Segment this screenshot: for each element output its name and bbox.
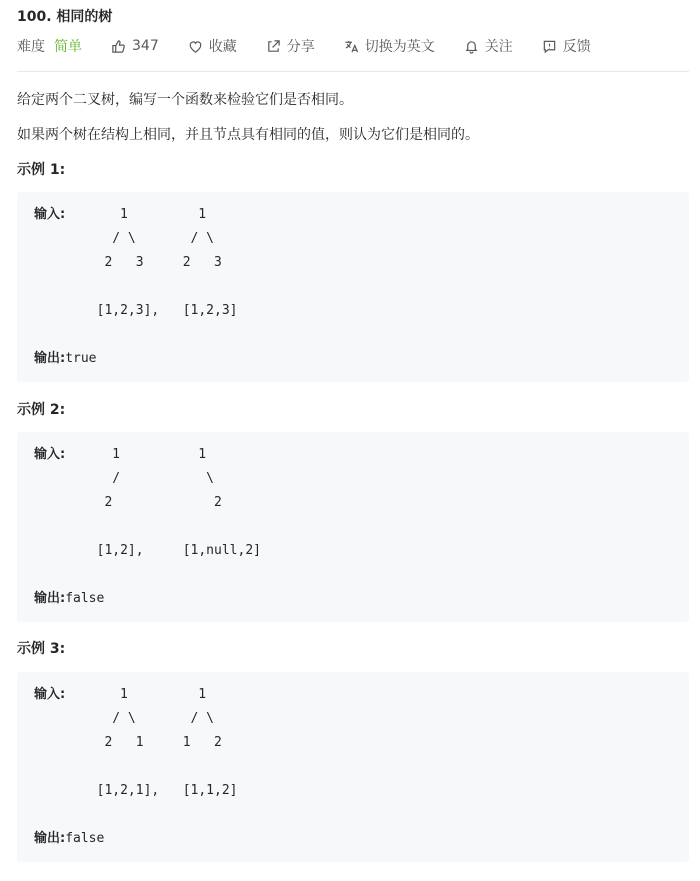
input-tree-art: 1 1 / \ / \ 2 1 1 2 [1,2,1], [1,1,2] — [96, 687, 238, 798]
bell-icon — [464, 39, 479, 54]
heart-icon — [188, 39, 203, 54]
output-value: false — [65, 591, 105, 606]
example-title: 示例 2: — [17, 402, 66, 418]
output-label: 输出: — [34, 591, 66, 606]
feedback-icon — [542, 39, 557, 54]
input-tree-art: 1 1 / \ 2 2 [1,2], [1,null,2] — [96, 447, 261, 558]
share-button[interactable] — [266, 36, 315, 56]
example-pre — [34, 203, 238, 371]
example-pre — [34, 683, 238, 851]
description-paragraph: 如果两个树在结构上相同，并且节点具有相同的值，则认为它们是相同的。 — [17, 127, 479, 143]
difficulty-value: 简单 — [54, 39, 82, 55]
example-code-block — [17, 432, 689, 622]
header-divider — [17, 71, 689, 72]
like-button[interactable] — [111, 38, 159, 54]
description-paragraph: 给定两个二叉树，编写一个函数来检验它们是否相同。 — [17, 92, 353, 108]
share-label: 分享 — [286, 39, 315, 55]
output-label: 输出: — [34, 831, 66, 846]
translate-icon — [344, 39, 359, 54]
feedback-label: 反馈 — [562, 39, 591, 55]
input-label: 输入: — [34, 447, 66, 462]
example-pre — [34, 443, 261, 611]
example-title: 示例 1: — [17, 162, 66, 178]
share-icon — [266, 39, 281, 54]
follow-button[interactable] — [464, 36, 513, 56]
example-code-block — [17, 192, 689, 382]
example-title: 示例 3: — [17, 641, 66, 657]
input-label: 输入: — [34, 687, 66, 702]
switch-language-button[interactable] — [344, 36, 435, 56]
problem-meta-bar — [17, 36, 591, 56]
input-label: 输入: — [34, 207, 66, 222]
favorite-button[interactable] — [188, 36, 237, 56]
output-value: true — [65, 351, 97, 366]
thumbs-up-icon — [111, 39, 126, 54]
switch-language-label: 切换为英文 — [364, 39, 435, 55]
follow-label: 关注 — [484, 39, 513, 55]
difficulty-label: 难度 — [17, 39, 45, 55]
like-count: 347 — [132, 38, 159, 54]
favorite-label: 收藏 — [208, 39, 237, 55]
output-value: false — [65, 831, 105, 846]
feedback-button[interactable] — [542, 36, 591, 56]
problem-title: 100. 相同的树 — [17, 9, 113, 25]
input-tree-art: 1 1 / \ / \ 2 3 2 3 [1,2,3], [1,2,3] — [96, 207, 238, 318]
example-code-block — [17, 672, 689, 862]
output-label: 输出: — [34, 351, 66, 366]
